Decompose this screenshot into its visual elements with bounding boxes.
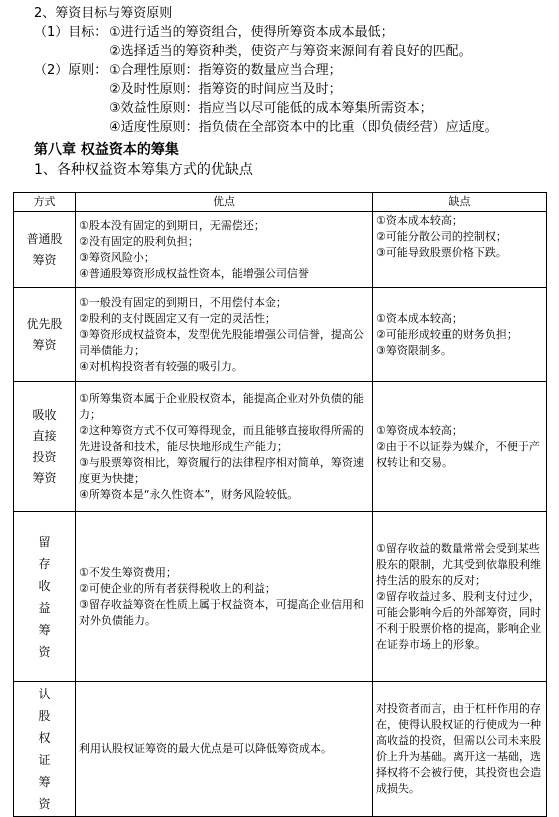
cons-cell (373, 382, 547, 512)
chapter-subtitle: 1、各种权益资本筹集方式的优缺点 (34, 162, 253, 178)
pros-item: ④普通股筹资形成权益性资本，能增强公司信誉 (79, 266, 309, 280)
cons-item: ①留存收益的数量常常会受到某些股东的限制，尤其受到依靠股利维持生活的股东的反对； (376, 541, 541, 587)
method-cell (14, 512, 76, 682)
pros-cell (76, 382, 373, 512)
method-name: 吸收直接投资筹资 (32, 407, 57, 485)
pros-item: 利用认股权证筹资的最大优点是可以降低筹资成本。 (79, 742, 332, 755)
pros-item: ③筹资风险小； (79, 250, 155, 264)
pros-cell (76, 288, 373, 382)
method-cell (14, 212, 76, 288)
cons-item: ②由于不以证券为媒介，不便于产权转让和交易。 (376, 439, 540, 469)
table-row (14, 382, 547, 512)
table-row (14, 512, 547, 682)
pros-item: ④所筹资本是“永久性资本”，财务风险较低。 (79, 487, 299, 501)
pros-item: ①不发生筹资费用； (79, 565, 177, 579)
pros-cell (76, 682, 373, 817)
table-row (14, 288, 547, 382)
pros-item: ②这种筹资方式不仅可筹得现金，而且能够直接取得所需的先进设备和技术，能尽快地形成生产能力； (79, 423, 364, 453)
pros-item: ②可使企业的所有者获得税收上的利益； (79, 581, 276, 595)
cons-item: ③可能导致股票价格下跌。 (376, 246, 507, 259)
cons-item: ③筹资限制多。 (376, 343, 452, 357)
principle-item-1: ①合理性原则：指筹资的数量应当合理； (109, 63, 342, 78)
principle-item-2: ②及时性原则：指筹资的时间应当及时； (109, 82, 342, 97)
cons-cell (373, 212, 547, 288)
pros-item: ③与股票筹资相比，筹资履行的法律程序相对简单，筹资速度更为快捷； (79, 455, 364, 485)
method-name: 普通股筹资 (26, 231, 63, 267)
pros-cell (76, 212, 373, 288)
table-row (14, 682, 547, 817)
cons-cell (373, 288, 547, 382)
cons-item: ①资本成本较高； (376, 214, 463, 227)
pros-cell (76, 512, 373, 682)
cons-item: ①资本成本较高； (376, 311, 463, 325)
method-cell (14, 682, 76, 817)
goal-item-1: ①进行适当的筹资组合，使得所筹资本成本最低； (109, 25, 394, 40)
method-cell (14, 288, 76, 382)
principle-item-4: ④适度性原则：指负债在全部资本中的比重（即负债经营）应适度。 (109, 120, 498, 135)
cons-item: ②留存收益过多、股利支付过少，可能会影响今后的外部筹资，同时不利于股票价格的提高，影响企业在证券市场上的形象。 (376, 589, 541, 651)
header-method: 方式 (14, 193, 76, 212)
pros-cons-table (13, 192, 547, 817)
cons-item: 对投资者而言，由于杠杆作用的存在，使得认股权证的行使成为一种高收益的投资，但需以公司未来股价上升为基础。离开这一基础，选择权将不会被行使，其投资也会造成损失。 (376, 702, 541, 795)
cons-item: ②可能分散公司的控制权； (376, 230, 507, 243)
method-name: 认股权证筹资 (38, 687, 51, 811)
method-name: 优先股筹资 (26, 316, 63, 352)
table-header-row (14, 193, 547, 212)
principle-item-3: ③效益性原则：指应当以尽可能低的成本筹集所需资本； (109, 101, 433, 116)
principle-label: （2）原则： (34, 63, 108, 78)
pros-item: ①一般没有固定的到期日，不用偿付本金； (79, 295, 287, 309)
section-heading: 2、筹资目标与筹资原则 (34, 6, 173, 21)
header-pros: 优点 (76, 193, 373, 212)
pros-item: ④对机构投资者有较强的吸引力。 (79, 359, 243, 373)
cons-cell (373, 682, 547, 817)
pros-item: ③筹资形成权益资本，发型优先股能增强公司信誉，提高公司举债能力； (79, 327, 364, 357)
goal-label: （1）目标： (34, 25, 108, 40)
table-row (14, 212, 547, 288)
method-name: 留存收益筹资 (38, 534, 51, 659)
cons-item: ②可能形成较重的财务负担； (376, 327, 518, 341)
method-cell (14, 382, 76, 512)
pros-item: ②没有固定的股利负担； (79, 234, 199, 248)
cons-item: ①筹资成本较高； (376, 423, 463, 437)
pros-item: ②股利的支付既固定又有一定的灵活性； (79, 311, 276, 325)
pros-item: ①所筹集资本属于企业股权资本，能提高企业对外负债的能力； (79, 391, 364, 421)
cons-cell (373, 512, 547, 682)
pros-item: ①股本没有固定的到期日，无需偿还； (79, 218, 265, 232)
chapter-title: 第八章 权益资本的筹集 (34, 142, 179, 158)
pros-item: ③留存收益筹资在性质上属于权益资本，可提高企业信用和对外负债能力。 (79, 597, 364, 627)
goal-item-2: ②选择适当的筹资种类，使资产与筹资来源间有着良好的匹配。 (109, 44, 472, 59)
header-cons: 缺点 (373, 193, 547, 212)
